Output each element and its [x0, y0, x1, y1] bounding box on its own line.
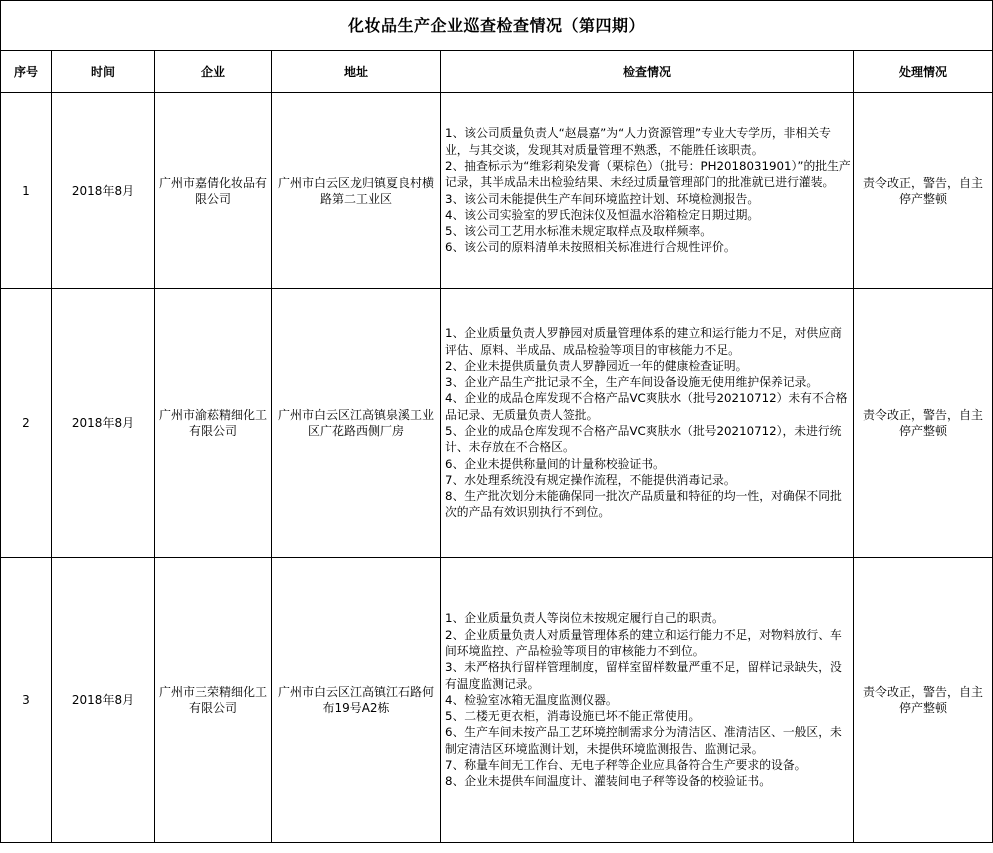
finding-item: 7、称量车间无工作台、无电子秤等企业应具备符合生产要求的设备。 [445, 758, 807, 773]
cell-time: 2018年8月 [52, 558, 155, 843]
header-row [1, 51, 993, 93]
cell-address: 广州市白云区江高镇江石路何布19号A2栋 [272, 558, 441, 843]
cell-time: 2018年8月 [52, 93, 155, 289]
finding-item: 2、企业未提供质量负责人罗静园近一年的健康检查证明。 [445, 358, 748, 373]
header-seq: 序号 [1, 51, 52, 93]
finding-item: 5、企业的成品仓库发现不合格产品VC爽肤水（批号20210712），未进行统计、未存放在不合格区。 [445, 424, 842, 455]
cell-details [441, 93, 854, 289]
finding-item: 6、生产车间未按产品工艺环境控制需求分为清洁区、准清洁区、一般区，未制定清洁区环境监测计划，未提供环境监测报告、监测记录。 [445, 725, 842, 756]
cell-address: 广州市白云区龙归镇夏良村横路第二工业区 [272, 93, 441, 289]
finding-item: 6、该公司的原料清单未按照相关标准进行合规性评价。 [445, 240, 736, 255]
cell-seq: 1 [1, 93, 52, 289]
header-address: 地址 [272, 51, 441, 93]
header-company: 企业 [155, 51, 272, 93]
cell-action: 责令改正，警告，自主停产整顿 [854, 289, 993, 558]
finding-item: 5、二楼无更衣柜，消毒设施已坏不能正常使用。 [445, 709, 701, 724]
header-time: 时间 [52, 51, 155, 93]
finding-item: 7、水处理系统没有规定操作流程，不能提供消毒记录。 [445, 472, 736, 487]
finding-item: 1、企业质量负责人等岗位未按规定履行自己的职责。 [445, 611, 724, 626]
finding-item: 3、该公司未能提供生产车间环境监控计划、环境检测报告。 [445, 191, 760, 206]
table-row [1, 289, 993, 558]
finding-item: 6、企业未提供称量间的计量称校验证书。 [445, 456, 665, 471]
finding-item: 1、该公司质量负责人“赵晨嘉”为“人力资源管理”专业大专学历，非相关专业，与其交谈，发现其对质量管理不熟悉，不能胜任该职责。 [445, 126, 831, 157]
cell-details [441, 558, 854, 843]
finding-item: 2、抽查标示为“维彩莉染发膏（栗棕色）（批号：PH2018031901）”的批生产记录，其半成品未出检验结果、未经过质量管理部门的批准就已进行灌装。 [445, 158, 851, 190]
finding-item: 4、该公司实验室的罗氏泡沫仪及恒温水浴箱检定日期过期。 [445, 207, 760, 222]
cell-action: 责令改正，警告，自主停产整顿 [854, 93, 993, 289]
cell-seq: 2 [1, 289, 52, 558]
cell-seq: 3 [1, 558, 52, 843]
table-row [1, 93, 993, 289]
header-details: 检查情况 [441, 51, 854, 93]
finding-item: 4、企业的成品仓库发现不合格产品VC爽肤水（批号20210712）未有不合格品记录、无质量负责人签批。 [445, 391, 848, 422]
finding-item: 2、企业质量负责人对质量管理体系的建立和运行能力不足，对物料放行、车间环境监控、产品检验等项目的审核能力不到位。 [445, 627, 842, 658]
finding-item: 8、企业未提供车间温度计、灌装间电子秤等设备的校验证书。 [445, 774, 772, 789]
cell-time: 2018年8月 [52, 289, 155, 558]
cell-address: 广州市白云区江高镇泉溪工业区广花路西侧厂房 [272, 289, 441, 558]
table-row [1, 558, 993, 843]
cell-details [441, 289, 854, 558]
finding-item: 3、企业产品生产批记录不全，生产车间设备设施无使用维护保养记录。 [445, 375, 819, 390]
cell-company: 广州市三荣精细化工有限公司 [155, 558, 272, 843]
header-action: 处理情况 [854, 51, 993, 93]
finding-item: 8、生产批次划分未能确保同一批次产品质量和特征的均一性，对确保不同批次的产品有效识别执行不到位。 [445, 489, 842, 520]
cell-action: 责令改正，警告，自主停产整顿 [854, 558, 993, 843]
finding-item: 3、未严格执行留样管理制度，留样室留样数量严重不足，留样记录缺失，没有温度监测记录。 [445, 660, 842, 691]
finding-item: 5、该公司工艺用水标准未规定取样点及取样频率。 [445, 224, 713, 239]
cell-company: 广州市渝菘精细化工有限公司 [155, 289, 272, 558]
cell-company: 广州市嘉倩化妆品有限公司 [155, 93, 272, 289]
finding-item: 4、检验室冰箱无温度监测仪器。 [445, 692, 618, 707]
finding-item: 1、企业质量负责人罗静园对质量管理体系的建立和运行能力不足，对供应商评估、原料、半成品、成品检验等项目的审核能力不足。 [445, 326, 842, 357]
title-row [1, 1, 993, 51]
report-title: 化妆品生产企业巡查检查情况（第四期） [1, 1, 993, 51]
